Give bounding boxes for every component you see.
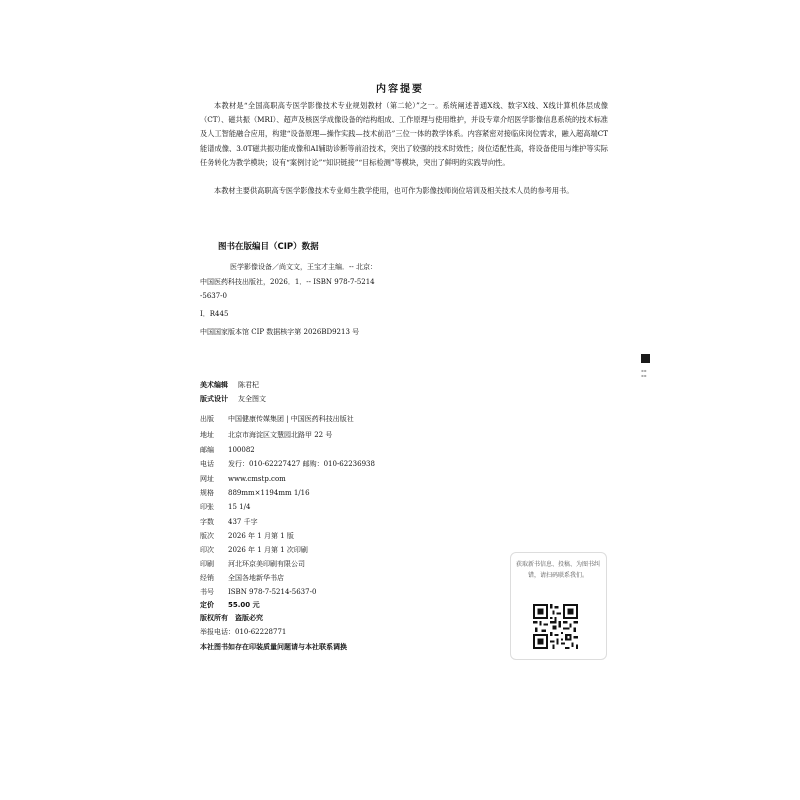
phone-row xyxy=(200,459,375,469)
layout-design-row xyxy=(200,394,266,404)
qr-code-icon[interactable] xyxy=(533,604,578,649)
price-label: 定价 xyxy=(200,601,214,609)
qr-card-text: 获取新书信息、投稿、为图书纠错，请扫码联系我们。 xyxy=(515,561,600,579)
printer-value: 河北环京美印刷有限公司 xyxy=(228,560,305,568)
distributor-row xyxy=(200,573,284,583)
website-value: www.cmstp.com xyxy=(228,475,286,483)
cip-record: 中国国家版本馆 CIP 数据核字第 2026BD9213 号 xyxy=(200,328,360,336)
postcode-value: 100082 xyxy=(228,446,255,454)
phone-value: 发行：010-62227427 邮购：010-62236938 xyxy=(228,460,375,468)
printing-row xyxy=(200,545,308,555)
isbn-row xyxy=(200,587,316,597)
art-editor-row xyxy=(200,380,259,390)
sheets-row xyxy=(200,502,250,512)
summary-paragraph-2: 本教材主要供高职高专医学影像技术专业师生教学使用，也可作为影像技师岗位培训及相关技术人员的参考用书。 xyxy=(214,186,574,195)
address-row xyxy=(200,430,332,440)
cip-classification: Ⅰ．R445 xyxy=(200,310,229,318)
report-phone-value: 010-62228771 xyxy=(235,628,287,636)
layout-design-label: 版式设计 xyxy=(200,395,228,403)
layout-design-name: 友全图文 xyxy=(238,395,266,403)
publisher-row xyxy=(200,414,354,424)
art-editor-name: 陈君杞 xyxy=(238,381,259,389)
distributor-label: 经销 xyxy=(200,574,214,582)
words-value: 437 千字 xyxy=(228,518,258,526)
cip-line-2: 中国医药科技出版社，2026．1．-- ISBN 978-7-5214 xyxy=(200,278,375,286)
quality-notice: 本社图书如存在印装质量问题请与本社联系调换 xyxy=(200,643,347,651)
website-label: 网址 xyxy=(200,475,214,483)
side-mark-icon: ▪▪ ▪▪ xyxy=(641,368,647,378)
words-row xyxy=(200,517,258,527)
edition-label: 版次 xyxy=(200,532,214,540)
address-label: 地址 xyxy=(200,431,214,439)
report-phone-row xyxy=(200,627,286,637)
printing-label: 印次 xyxy=(200,546,214,554)
printer-row xyxy=(200,559,305,569)
postcode-row xyxy=(200,445,255,455)
edition-row xyxy=(200,531,294,541)
report-phone-label: 举报电话： xyxy=(200,628,235,636)
art-editor-label: 美术编辑 xyxy=(200,381,228,389)
format-label: 规格 xyxy=(200,489,214,497)
price-row xyxy=(200,600,260,610)
copyright-notice: 版权所有 盗版必究 xyxy=(200,614,263,622)
format-row xyxy=(200,488,310,498)
sheets-value: 15 1/4 xyxy=(228,503,251,511)
cip-line-1: 医学影像设备／尚文文，王宝才主编．-- 北京： xyxy=(230,263,377,271)
address-value: 北京市海淀区文慧园北路甲 22 号 xyxy=(228,431,333,439)
sheets-label: 印张 xyxy=(200,503,214,511)
publisher-label: 出版 xyxy=(200,415,214,423)
cip-line-3: -5637-0 xyxy=(200,292,227,300)
publisher-value: 中国健康传媒集团 | 中国医药科技出版社 xyxy=(228,415,354,423)
website-row xyxy=(200,474,286,484)
postcode-label: 邮编 xyxy=(200,446,214,454)
phone-label: 电话 xyxy=(200,460,214,468)
summary-title: 内容提要 xyxy=(376,84,424,95)
price-value: 55.00 元 xyxy=(228,601,260,609)
distributor-value: 全国各地新华书店 xyxy=(228,574,284,582)
edition-value: 2026 年 1 月第 1 版 xyxy=(228,532,294,540)
words-label: 字数 xyxy=(200,518,214,526)
printing-value: 2026 年 1 月第 1 次印刷 xyxy=(228,546,308,554)
format-value: 889mm×1194mm 1/16 xyxy=(228,489,310,497)
printer-label: 印刷 xyxy=(200,560,214,568)
isbn-value: ISBN 978-7-5214-5637-0 xyxy=(228,588,317,596)
isbn-label: 书号 xyxy=(200,588,214,596)
logo-icon xyxy=(641,354,650,363)
summary-paragraph-1: 本教材是“全国高职高专医学影像技术专业规划教材（第二轮）”之一。系统阐述普通X线、数字X线、X线计算机体层成像（CT）、磁共振（MRI）、超声及核医学成像设备的结构组成、工作原理与使用维护，并设专章介绍医学影像信息系统的技术标准及人工智能融合应用，构建“设备原理—操作实践—技术前沿”三位一体的教学体系。内容紧密对接临床岗位需求，融入超高端CT能谱成像、3.0T磁共振功能成像和AI辅助诊断等前沿技术，突出了较强的技术时效性；岗位适配性高，将设备使用与维护等实际任务转化为教学模块；设有“案例讨论”“知识链接”“目标检测”等模块，突出了鲜明的实践导向性。 xyxy=(200,101,608,167)
cip-title: 图书在版编目（CIP）数据 xyxy=(218,242,319,252)
